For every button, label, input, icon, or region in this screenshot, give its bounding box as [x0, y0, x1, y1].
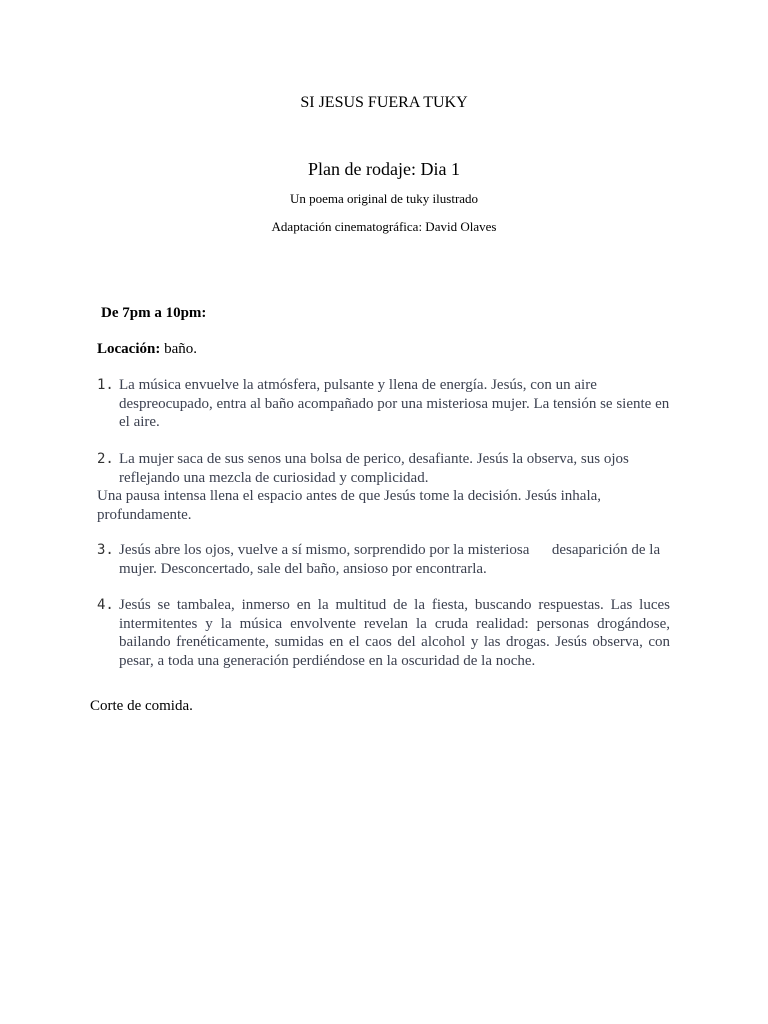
- credit-adaptation: Adaptación cinematográfica: David Olaves: [271, 219, 497, 234]
- list-item: [97, 541, 670, 578]
- pause-paragraph: Una pausa intensa llena el espacio antes de que Jesús tome la decisión. Jesús inhala, profundamente.: [97, 488, 602, 523]
- list-item-text: La mujer saca de sus senos una bolsa de perico, desafiante. Jesús la observa, sus ojos reflejando una mezcla de curiosidad y complicidad.: [119, 451, 629, 486]
- list-item-number: 1.: [97, 377, 114, 393]
- list-item: [97, 596, 670, 670]
- list-item-text: Jesús abre los ojos, vuelve a sí mismo, sorprendido por la misteriosa desaparición de la mujer. Desconcertado, sale del baño, ansioso por encontrarla.: [119, 542, 664, 577]
- list-item-text: Jesús se tambalea, inmerso en la multitud de la fiesta, buscando respuestas. Las luces intermitentes y la música envolvente revelan la cruda realidad: personas drogándose, bailando frenéticamente, sumidas en el caos del alcohol y las drogas. Jesús observa, con pesar, a toda una generación perdiéndose en la oscuridad de la noche.: [119, 597, 670, 669]
- location-value: baño.: [164, 341, 197, 357]
- list-item: [97, 450, 670, 487]
- document-title: SI JESUS FUERA TUKY: [300, 94, 468, 111]
- time-heading: De 7pm a 10pm:: [101, 305, 207, 321]
- location-label: Locación:: [97, 341, 161, 357]
- cut-note: Corte de comida.: [90, 698, 193, 714]
- list-item-number: 3.: [97, 542, 114, 558]
- list-item: [97, 376, 670, 432]
- list-item-number: 2.: [97, 451, 114, 467]
- document-subtitle: Plan de rodaje: Dia 1: [308, 159, 460, 179]
- credit-poem: Un poema original de tuky ilustrado: [289, 191, 479, 206]
- list-item-number: 4.: [97, 597, 114, 613]
- location-line: [97, 341, 197, 358]
- list-item-text: La música envuelve la atmósfera, pulsante y llena de energía. Jesús, con un aire despreocupado, entra al baño acompañado por una misteriosa mujer. La tensión se siente en el aire.: [119, 377, 670, 430]
